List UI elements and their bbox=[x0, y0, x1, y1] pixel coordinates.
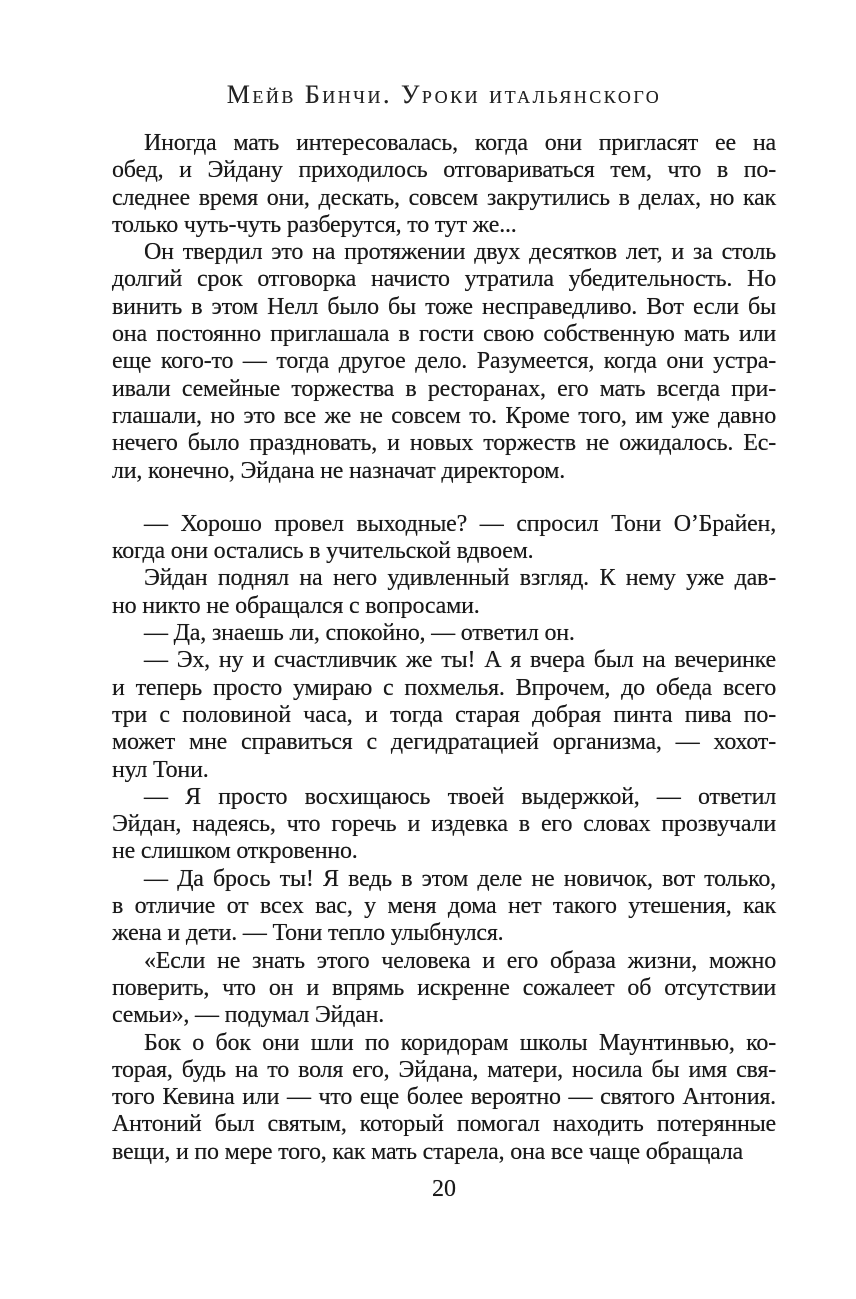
text-line: не слишком откровенно. bbox=[112, 838, 358, 865]
text-line: торая, будь на то воля его, Эйдана, матери, носила бы имя свя- bbox=[112, 1056, 776, 1083]
text-line: Эйдан, надеясь, что горечь и издевка в его словах прозвучали bbox=[112, 811, 776, 838]
text-line: семьи», — подумал Эйдан. bbox=[112, 1002, 385, 1029]
text-line: того Кевина или — что еще более вероятно — святого Антония. bbox=[112, 1084, 776, 1111]
text-line: Иногда мать интересовалась, когда они пригласят ее на bbox=[144, 130, 776, 156]
text-line: ивали семейные торжества в ресторанах, его мать всегда при- bbox=[112, 375, 776, 402]
paragraph bbox=[112, 1030, 776, 1166]
text-line: еще кого-то — тогда другое дело. Разумеется, когда они устра- bbox=[112, 348, 776, 375]
text-line: — Да брось ты! Я ведь в этом деле не новичок, вот только, bbox=[144, 865, 776, 892]
text-line: Он твердил это на протяжении двух десятков лет, и за столь bbox=[144, 239, 776, 266]
running-header: Мейв Бинчи. Уроки итальянского bbox=[226, 80, 662, 109]
paragraph bbox=[112, 784, 776, 866]
text-line: обед, и Эйдану приходилось отговариваться тем, что в по- bbox=[112, 157, 776, 184]
paragraph bbox=[112, 866, 776, 948]
text-line: но никто не обращался с вопросами. bbox=[112, 592, 480, 619]
text-line: — Эх, ну и счастливчик же ты! А я вчера был на вечеринке bbox=[144, 647, 776, 674]
text-line: когда они остались в учительской вдвоем. bbox=[112, 538, 534, 565]
text-line: глашали, но это все же не совсем то. Кроме того, им уже давно bbox=[112, 402, 776, 429]
text-line: нул Тони. bbox=[112, 756, 209, 783]
text-line: следнее время они, дескать, совсем закрутились в делах, но как bbox=[112, 184, 776, 211]
text-line: ли, конечно, Эйдана не назначат директором. bbox=[112, 457, 566, 484]
text-line: «Если не знать этого человека и его образа жизни, можно bbox=[144, 947, 776, 974]
paragraph bbox=[112, 565, 776, 620]
text-line: может мне справиться с дегидратацией организма, — хохот- bbox=[112, 729, 776, 756]
page-number: 20 bbox=[432, 1176, 456, 1202]
text-line: Антоний был святым, который помогал находить потерянные bbox=[112, 1111, 776, 1138]
text-line: — Хорошо провел выходные? — спросил Тони О’Брайен, bbox=[144, 510, 776, 537]
text-line: долгий срок отговорка начисто утратила убедительность. Но bbox=[112, 266, 776, 293]
paragraph bbox=[112, 948, 776, 1030]
paragraph bbox=[112, 620, 776, 647]
text-line: Бок о бок они шли по коридорам школы Маунтинвью, ко- bbox=[144, 1029, 776, 1056]
text-line: нечего было праздновать, и новых торжеств не ожидалось. Ес- bbox=[112, 430, 776, 457]
body-text bbox=[112, 130, 776, 1166]
text-line: — Да, знаешь ли, спокойно, — ответил он. bbox=[144, 620, 575, 647]
paragraph bbox=[112, 511, 776, 566]
text-line: жена и дети. — Тони тепло улыбнулся. bbox=[112, 920, 504, 947]
text-line: в отличие от всех вас, у меня дома нет такого утешения, как bbox=[112, 893, 776, 920]
text-line: она постоянно приглашала в гости свою собственную мать или bbox=[112, 321, 776, 348]
text-line: и теперь просто умираю с похмелья. Впрочем, до обеда всего bbox=[112, 674, 776, 701]
paragraph bbox=[112, 130, 776, 239]
text-line: три с половиной часа, и тогда старая добрая пинта пива по- bbox=[112, 701, 776, 728]
paragraph bbox=[112, 647, 776, 783]
text-line: поверить, что он и впрямь искренне сожалеет об отсутствии bbox=[112, 974, 776, 1001]
text-line: вещи, и по мере того, как мать старела, она все чаще обращала bbox=[112, 1138, 744, 1165]
text-line: только чуть-чуть разберутся, то тут же... bbox=[112, 211, 517, 238]
text-line: — Я просто восхищаюсь твоей выдержкой, — ответил bbox=[144, 783, 776, 810]
paragraph bbox=[112, 239, 776, 485]
text-line: винить в этом Нелл было бы тоже несправедливо. Вот если бы bbox=[112, 293, 776, 320]
text-line: Эйдан поднял на него удивленный взгляд. К нему уже дав- bbox=[144, 565, 776, 592]
